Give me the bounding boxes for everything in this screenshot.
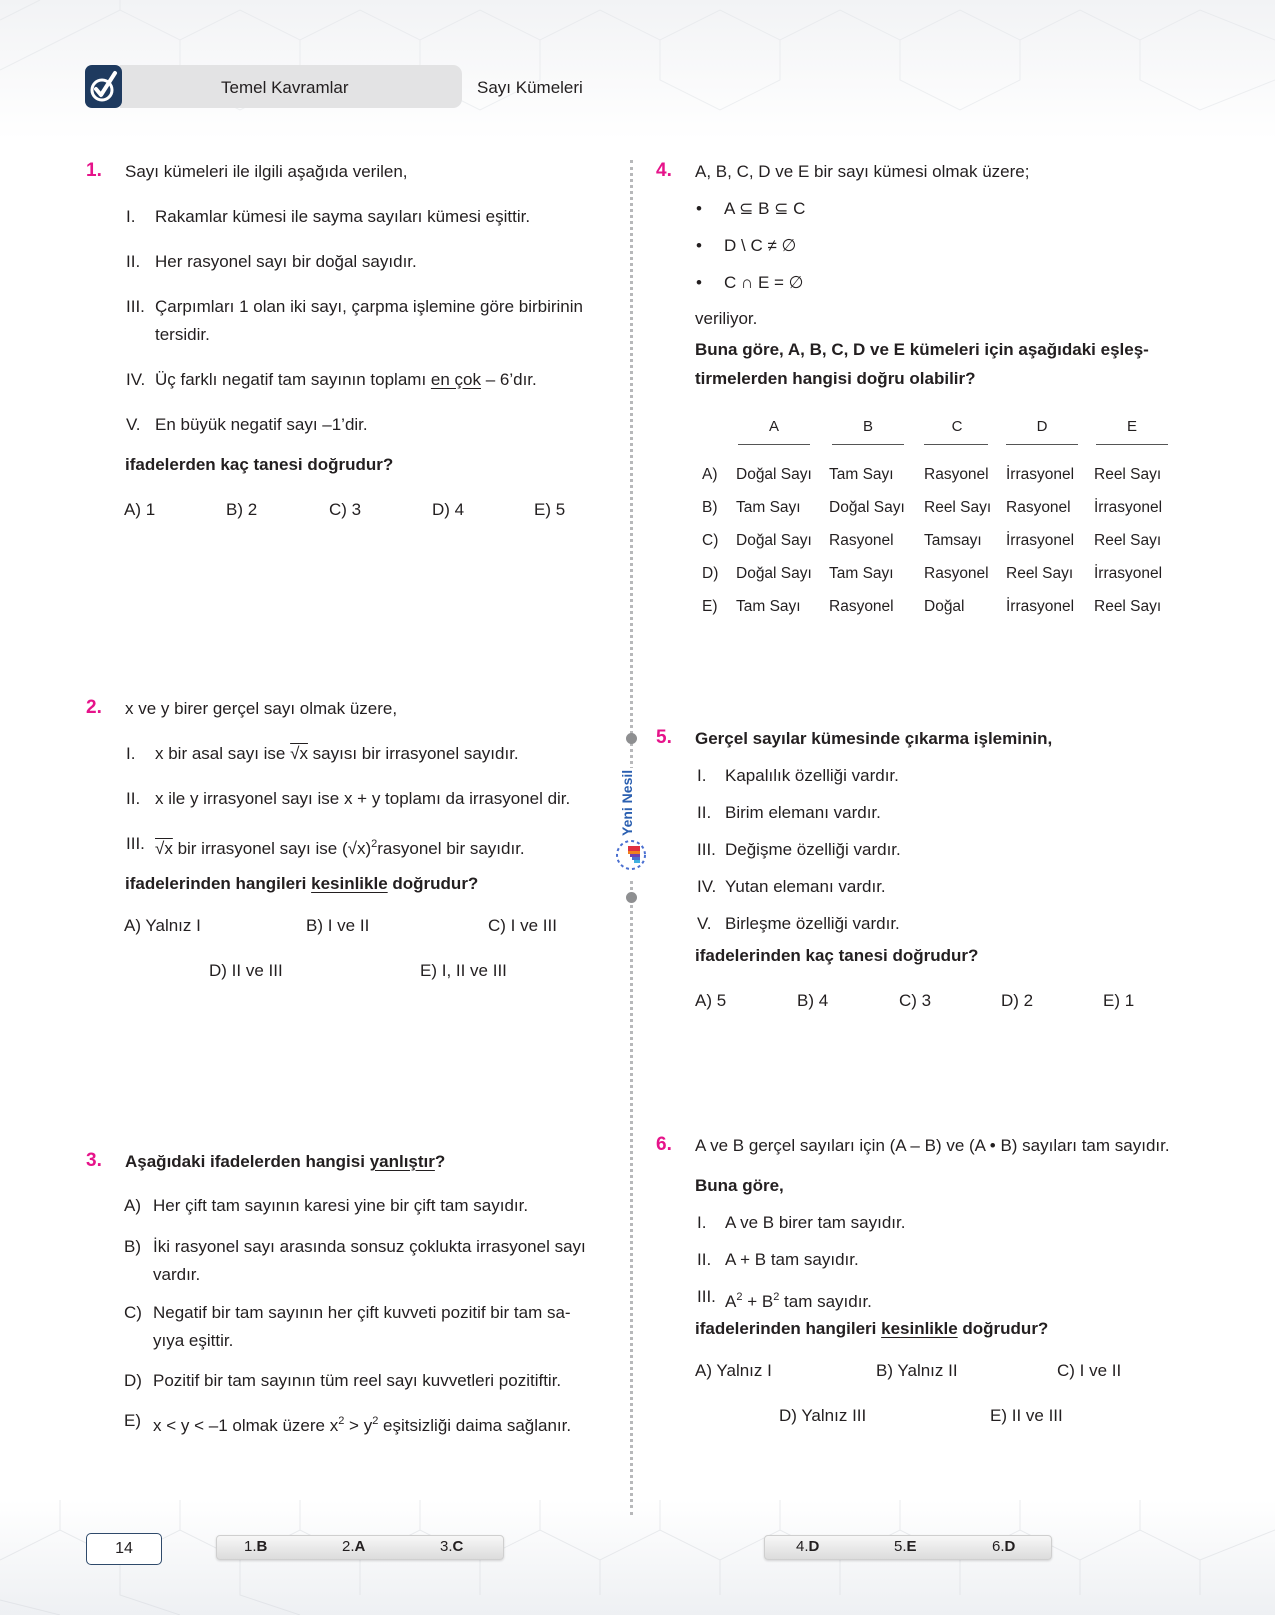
item-roman: IV. <box>697 877 717 896</box>
answer-key-letter: C <box>452 1538 464 1555</box>
table-cell: Reel Sayı <box>924 499 992 516</box>
table-cell: Doğal Sayı <box>736 466 812 483</box>
answer-key-letter: A <box>354 1538 366 1555</box>
item-roman: II. <box>697 803 712 822</box>
bullet-icon: • <box>696 236 702 255</box>
answer-option[interactable]: A) 1 <box>124 500 156 519</box>
answer-key-item <box>796 1538 819 1555</box>
option-text[interactable]: Pozitif bir tam sayının tüm reel sayı kuvvetleri pozitiftir. <box>153 1371 562 1390</box>
option-text-continued[interactable]: vardır. <box>153 1265 201 1284</box>
prompt-part: doğrudur? <box>957 1319 1049 1338</box>
row-option-label[interactable]: E) <box>702 598 718 615</box>
table-cell: İrrasyonel <box>1094 565 1163 582</box>
header-underline <box>1096 444 1168 445</box>
option-label[interactable]: D) <box>124 1371 142 1390</box>
row-option-label[interactable]: A) <box>702 466 718 483</box>
item-text-part: sayısı bir irrasyonel sayıdır. <box>307 744 519 763</box>
item-text: x ile y irrasyonel sayı ise x + y toplamı da irrasyonel dir. <box>155 789 571 808</box>
answer-key-item <box>440 1538 463 1555</box>
question-number: 2. <box>86 697 102 718</box>
item-text-part: x bir asal sayı ise <box>155 744 291 763</box>
prompt-part: Aşağıdaki ifadelerden hangisi <box>125 1152 370 1171</box>
table-cell: Tam Sayı <box>736 598 801 615</box>
table-cell: Rasyonel <box>924 565 989 582</box>
yeni-nesil-logo <box>612 769 642 839</box>
answer-option[interactable]: D) 4 <box>432 500 465 519</box>
answer-option[interactable]: E) 1 <box>1103 991 1135 1010</box>
option-label[interactable]: B) <box>124 1237 141 1256</box>
underlined-emphasis: kesinlikle <box>881 1319 958 1338</box>
answer-key-number: 5. <box>894 1538 907 1555</box>
condition: D \ C ≠ ∅ <box>724 236 797 255</box>
divider-dot-bottom <box>626 892 637 903</box>
given-text: veriliyor. <box>695 309 758 328</box>
answer-key-item <box>894 1538 917 1555</box>
question-number: 3. <box>86 1150 102 1171</box>
item-roman: III. <box>697 840 716 859</box>
topic-title: Sayı Kümeleri <box>477 78 583 97</box>
row-option-label[interactable]: B) <box>702 499 718 516</box>
answer-option[interactable]: E) 5 <box>534 500 566 519</box>
table-header: B <box>862 418 873 435</box>
checkmark-logo-icon <box>85 65 122 108</box>
item-roman: III. <box>697 1287 716 1306</box>
item-text: Değişme özelliği vardır. <box>725 840 901 859</box>
table-header: D <box>1036 418 1048 435</box>
item-text: En büyük negatif sayı –1’dir. <box>155 415 368 434</box>
exponent: 2 <box>371 838 378 850</box>
item-text <box>155 834 525 859</box>
header-underline <box>738 444 810 445</box>
answer-key-number: 1. <box>244 1538 257 1555</box>
table-cell: Tamsayı <box>924 532 982 549</box>
answer-key-number: 4. <box>796 1538 809 1555</box>
question-stem: x ve y birer gerçel sayı olmak üzere, <box>125 699 398 718</box>
answer-option[interactable]: B) 2 <box>226 500 258 519</box>
item-text-part: rasyonel bir sayıdır. <box>377 839 525 858</box>
question-stem: Gerçel sayılar kümesinde çıkarma işleminin, <box>695 729 1053 748</box>
item-text <box>155 370 537 390</box>
underlined-emphasis: yanlıştır <box>369 1152 435 1171</box>
row-option-label[interactable]: C) <box>702 532 719 549</box>
item-roman: III. <box>126 297 145 316</box>
question-number: 1. <box>86 160 102 181</box>
header-underline <box>1006 444 1078 445</box>
item-text: Birim elemanı vardır. <box>725 803 881 822</box>
item-roman: III. <box>126 834 145 853</box>
item-roman: II. <box>126 252 141 271</box>
option-text[interactable]: İki rasyonel sayı arasında sonsuz çoklukta irrasyonel sayı <box>153 1237 586 1256</box>
item-roman: I. <box>126 207 136 226</box>
question-prompt-line-2: tirmelerden hangisi doğru olabilir? <box>695 369 976 388</box>
question-number: 6. <box>656 1134 672 1155</box>
item-text-part: bir irrasyonel sayı ise <box>172 839 342 858</box>
question-prompt <box>125 1152 445 1172</box>
table-cell: İrrasyonel <box>1006 598 1075 615</box>
option-label[interactable]: E) <box>124 1411 141 1430</box>
row-option-label[interactable]: D) <box>702 565 719 582</box>
question-prompt <box>695 1319 1048 1339</box>
exponent: 2 <box>372 1415 379 1427</box>
answer-key-number: 2. <box>342 1538 355 1555</box>
answer-key-letter: B <box>256 1538 268 1555</box>
answer-key-number: 3. <box>440 1538 453 1555</box>
answer-option[interactable]: A) Yalnız I <box>695 1361 772 1380</box>
question-stem: A ve B gerçel sayıları için (A – B) ve (A • B) sayıları tam sayıdır. <box>695 1136 1170 1155</box>
question-prompt: ifadelerden kaç tanesi doğrudur? <box>125 455 394 474</box>
question-number: 5. <box>656 727 672 748</box>
divider-dot-top <box>626 733 637 744</box>
item-text-part: + B <box>742 1292 774 1311</box>
item-text-part: A <box>725 1292 737 1311</box>
page-number: 14 <box>86 1533 162 1565</box>
table-cell: Rasyonel <box>829 532 894 549</box>
table-cell: Tam Sayı <box>829 466 894 483</box>
item-text: Kapalılık özelliği vardır. <box>725 766 899 785</box>
answer-option[interactable]: E) I, II ve III <box>420 961 507 980</box>
item-text-part: tam sayıdır. <box>779 1292 872 1311</box>
answer-option[interactable]: D) II ve III <box>209 961 283 980</box>
item-text: A + B tam sayıdır. <box>725 1250 859 1269</box>
answer-key-item <box>992 1538 1015 1555</box>
table-cell: Reel Sayı <box>1006 565 1074 582</box>
prompt-part: ? <box>434 1152 446 1171</box>
option-text[interactable] <box>153 1411 571 1436</box>
question-stem: A, B, C, D ve E bir sayı kümesi olmak üzere; <box>695 162 1030 181</box>
exponent: 2 <box>773 1291 780 1303</box>
item-roman: II. <box>697 1250 712 1269</box>
item-roman: I. <box>697 1213 707 1232</box>
table-cell: Rasyonel <box>829 598 894 615</box>
item-text <box>725 1287 872 1312</box>
prompt-part: ifadelerinden hangileri <box>695 1319 882 1338</box>
square-root-expression: √x <box>155 839 173 858</box>
answer-key-letter: D <box>808 1538 820 1555</box>
answer-key-item <box>342 1538 365 1555</box>
table-cell: Reel Sayı <box>1094 466 1162 483</box>
question-prompt-line-1: Buna göre, A, B, C, D ve E kümeleri için aşağıdaki eşleş- <box>695 340 1149 359</box>
yeni-nesil-emblem-icon <box>614 838 648 872</box>
header-underline <box>924 444 988 445</box>
answer-option[interactable]: C) I ve II <box>1057 1361 1122 1380</box>
question-number: 4. <box>656 160 672 181</box>
item-text-part: – 6’dır. <box>481 370 537 389</box>
option-label[interactable]: C) <box>124 1303 142 1322</box>
question-stem: Sayı kümeleri ile ilgili aşağıda verilen, <box>125 162 408 181</box>
root-power-expression: (√x) <box>341 839 372 858</box>
table-cell: Rasyonel <box>1006 499 1071 516</box>
table-cell: Doğal <box>924 598 965 615</box>
item-text: A ve B birer tam sayıdır. <box>725 1213 906 1232</box>
table-cell: İrrasyonel <box>1094 499 1163 516</box>
answer-option[interactable]: C) 3 <box>899 991 932 1010</box>
table-cell: Doğal Sayı <box>736 532 812 549</box>
answer-option[interactable]: E) II ve III <box>990 1406 1063 1425</box>
condition: C ∩ E = ∅ <box>724 273 804 292</box>
exponent: 2 <box>338 1415 345 1427</box>
square-root-expression: √x <box>290 744 308 763</box>
option-text[interactable]: Her çift tam sayının karesi yine bir çift tam sayıdır. <box>153 1196 529 1215</box>
item-roman: II. <box>126 789 141 808</box>
prompt-part: ifadelerinden hangileri <box>125 874 312 893</box>
header-underline <box>832 444 904 445</box>
answer-key-item <box>244 1538 267 1555</box>
underlined-emphasis: en çok <box>430 370 481 389</box>
underlined-emphasis: kesinlikle <box>311 874 388 893</box>
item-text: Yutan elemanı vardır. <box>725 877 886 896</box>
item-text: Çarpımları 1 olan iki sayı, çarpma işlemine göre birbirinin <box>155 297 583 316</box>
item-text: Her rasyonel sayı bir doğal sayıdır. <box>155 252 417 271</box>
table-cell: İrrasyonel <box>1006 532 1075 549</box>
item-roman: I. <box>126 744 136 763</box>
option-text-continued[interactable]: yıya eşittir. <box>153 1331 234 1350</box>
answer-option[interactable]: D) 2 <box>1001 991 1034 1010</box>
hexagon-pattern-bottom <box>0 1500 1275 1615</box>
answer-option[interactable]: A) 5 <box>695 991 727 1010</box>
item-text <box>155 744 519 764</box>
answer-option[interactable]: A) Yalnız I <box>124 916 201 935</box>
table-cell: Doğal Sayı <box>736 565 812 582</box>
answer-option[interactable]: C) 3 <box>329 500 362 519</box>
table-cell: İrrasyonel <box>1006 466 1075 483</box>
item-text-continued: tersidir. <box>155 325 210 344</box>
table-cell: Tam Sayı <box>736 499 801 516</box>
table-header: A <box>768 418 779 435</box>
yeni-nesil-text: Yeni Nesil <box>619 769 635 836</box>
item-text: Birleşme özelliği vardır. <box>725 914 900 933</box>
question-prompt: ifadelerinden kaç tanesi doğrudur? <box>695 946 979 965</box>
item-text-part: Üç farklı negatif tam sayının toplamı <box>155 370 431 389</box>
item-roman: V. <box>126 415 141 434</box>
bullet-icon: • <box>696 273 702 292</box>
item-roman: V. <box>697 914 712 933</box>
table-cell: Doğal Sayı <box>829 499 905 516</box>
table-cell: Reel Sayı <box>1094 532 1162 549</box>
answer-key-letter: D <box>1004 1538 1016 1555</box>
answer-key-letter: E <box>906 1538 917 1555</box>
table-cell: Tam Sayı <box>829 565 894 582</box>
answer-option[interactable]: B) I ve II <box>306 916 370 935</box>
answer-option[interactable]: C) I ve III <box>488 916 557 935</box>
option-text-part: > y <box>344 1416 373 1435</box>
bullet-icon: • <box>696 199 702 218</box>
prompt-part: doğrudur? <box>387 874 479 893</box>
exponent: 2 <box>736 1291 743 1303</box>
table-cell: Reel Sayı <box>1094 598 1162 615</box>
table-cell: Rasyonel <box>924 466 989 483</box>
option-text[interactable]: Negatif bir tam sayının her çift kuvveti pozitif bir tam sa- <box>153 1303 571 1322</box>
condition: A ⊆ B ⊆ C <box>724 199 806 218</box>
chapter-title: Temel Kavramlar <box>221 78 349 97</box>
item-roman: IV. <box>126 370 146 389</box>
question-lead: Buna göre, <box>695 1176 784 1195</box>
option-label[interactable]: A) <box>124 1196 141 1215</box>
option-text-part: eşitsizliği daima sağlanır. <box>378 1416 572 1435</box>
item-roman: I. <box>697 766 707 785</box>
item-text: Rakamlar kümesi ile sayma sayıları kümesi eşittir. <box>155 207 531 226</box>
option-text-part: x < y < –1 olmak üzere x <box>153 1416 339 1435</box>
answer-option[interactable]: B) 4 <box>797 991 829 1010</box>
question-prompt <box>125 874 478 894</box>
answer-option[interactable]: B) Yalnız II <box>876 1361 958 1380</box>
table-header: C <box>951 418 963 435</box>
table-header: E <box>1126 418 1137 435</box>
answer-key-number: 6. <box>992 1538 1005 1555</box>
answer-option[interactable]: D) Yalnız III <box>779 1406 867 1425</box>
